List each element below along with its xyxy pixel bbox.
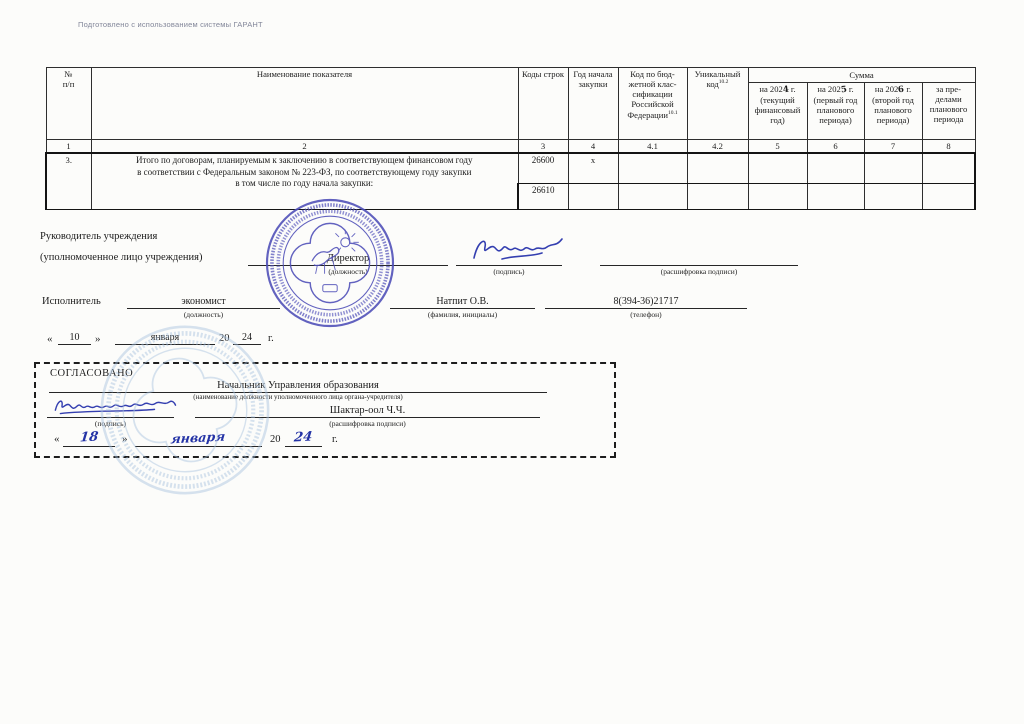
name-decrypt-field (600, 246, 798, 266)
empty-cell (922, 183, 975, 209)
close-quote: » (122, 433, 128, 445)
approval-name-caption: (расшифровка подписи) (329, 419, 406, 428)
table-row (46, 153, 975, 183)
date-day-value: 10 (69, 332, 80, 343)
open-quote: « (47, 333, 53, 345)
approval-date-year-value: 24 (293, 429, 314, 446)
approval-name-field (195, 398, 540, 418)
executor-phone-value: 8(394-36)21717 (613, 296, 679, 307)
executor-name-field (390, 292, 535, 309)
row-text-line3: в том числе по году начала закупки: (235, 178, 374, 189)
hand-corrected-digit: 5 (840, 84, 848, 96)
approval-signature-caption: (подпись) (94, 419, 127, 428)
hand-corrected-digit: 4 (782, 84, 790, 96)
header-sum-first-plan-year: на 2025 г. (первый год планового периода) (807, 83, 864, 140)
procurement-plan-table (45, 67, 976, 210)
position-value: Директор (326, 253, 370, 264)
header-row-number: № п/п (46, 68, 91, 140)
approval-signature-field (47, 398, 174, 418)
date-year-suffix: г. (268, 333, 274, 344)
approval-date-year-field (285, 426, 322, 447)
executor-phone-field (545, 292, 747, 309)
open-quote: « (54, 433, 60, 445)
header-sum-current-year: на 2024 г. (текущий финансовый год) (748, 83, 807, 140)
date-month-value: января (150, 332, 180, 343)
name-decrypt-caption: (расшифровка подписи) (660, 267, 738, 276)
hand-corrected-digit: 6 (897, 84, 905, 96)
approval-position-value: Начальник Управления образования (217, 380, 379, 391)
empty-cell (568, 183, 618, 209)
line-code-26610-cell: 26610 (518, 183, 568, 209)
empty-cell (864, 153, 922, 183)
row-indicator-text-cell (91, 153, 518, 209)
empty-cell (922, 153, 975, 183)
empty-cell (618, 183, 687, 209)
empty-cell (748, 183, 807, 209)
header-sum-second-plan-year: на 2026 г. (второй год планового периода) (864, 83, 922, 140)
row-text-line2: в соответствии с Федеральным законом № 223-ФЗ, по соответствующему году закупки (137, 166, 472, 177)
row-text-line1: Итого по договорам, планируемым к заключению в соответствующем финансовом году (136, 155, 473, 165)
empty-cell (748, 153, 807, 183)
signature-field (456, 246, 562, 266)
position-caption: (должность) (328, 267, 368, 276)
row-number-cell: 3. (46, 153, 91, 209)
approval-date-month-value: января (170, 428, 227, 447)
approval-date-day-field (63, 426, 115, 447)
close-quote: » (95, 333, 101, 345)
executor-phone-caption: (телефон) (630, 310, 662, 319)
line-code-26600-cell: 26600 (518, 153, 568, 183)
empty-cell (807, 183, 864, 209)
header-sum-current-year-sub: (текущий финансовый год) (754, 95, 801, 126)
header-sum-second-plan-year-sub: (второй год планового периода) (872, 95, 914, 126)
empty-cell (687, 153, 748, 183)
signature-caption: (подпись) (493, 267, 525, 276)
authorized-person-label: (уполномоченное лицо учреждения) (40, 252, 203, 263)
approval-box (34, 362, 616, 458)
approval-position-caption: (наименование должности уполномоченного лица органа-учредителя) (193, 393, 403, 401)
header-sum-first-plan-year-sub: (первый год планового периода) (813, 95, 858, 126)
header-indicator-name: Наименование показателя (91, 68, 518, 140)
garant-watermark: Подготовлено с использованием системы ГАРАНТ (78, 20, 263, 29)
header-budget-classification-code: Код по бюд-жетной клас-сификации Российской Федерации$^{10.1}$ (618, 68, 687, 140)
date-year-field (233, 330, 261, 345)
header-purchase-start-year: Год начала закупки (568, 68, 618, 140)
approval-date-century-label: 20 (270, 434, 281, 445)
empty-cell (807, 153, 864, 183)
executor-position-caption: (должность) (183, 310, 224, 319)
footnote-ref: 10.2 (718, 79, 729, 86)
header-sum-group: Сумма (748, 68, 975, 83)
approval-title: СОГЛАСОВАНО (50, 368, 134, 379)
head-of-institution-label: Руководитель учреждения (40, 231, 158, 242)
executor-label: Исполнитель (42, 296, 101, 307)
approval-name-value: Шактар-оол Ч.Ч. (329, 405, 406, 416)
executor-position-field (127, 292, 280, 309)
header-unique-code: Уникальный код$^{10.2}$ (687, 68, 748, 140)
approval-date-year-suffix: г. (332, 434, 338, 445)
approval-date-month-field (135, 426, 262, 447)
empty-cell (687, 183, 748, 209)
date-year-value: 24 (242, 332, 252, 343)
year-mark-cell: х (568, 153, 618, 183)
approval-position-field (49, 370, 547, 393)
date-century-label: 20 (219, 333, 230, 344)
date-day-field (58, 330, 91, 345)
executor-name-caption: (фамилия, инициалы) (427, 310, 498, 319)
column-number-row: 1 2 3 4 4.1 4.2 5 6 7 8 (46, 140, 975, 154)
empty-cell (864, 183, 922, 209)
position-field (248, 246, 448, 266)
header-sum-beyond-period: за пре-делами планового периода (922, 83, 975, 140)
empty-cell (618, 153, 687, 183)
approval-date-day-value: 18 (79, 429, 99, 446)
header-line-codes: Коды строк (518, 68, 568, 140)
footnote-ref: 10.1 (667, 109, 678, 116)
executor-name-value: Натпит О.В. (436, 296, 489, 307)
date-month-field (115, 330, 215, 345)
executor-position-value: экономист (181, 296, 226, 307)
